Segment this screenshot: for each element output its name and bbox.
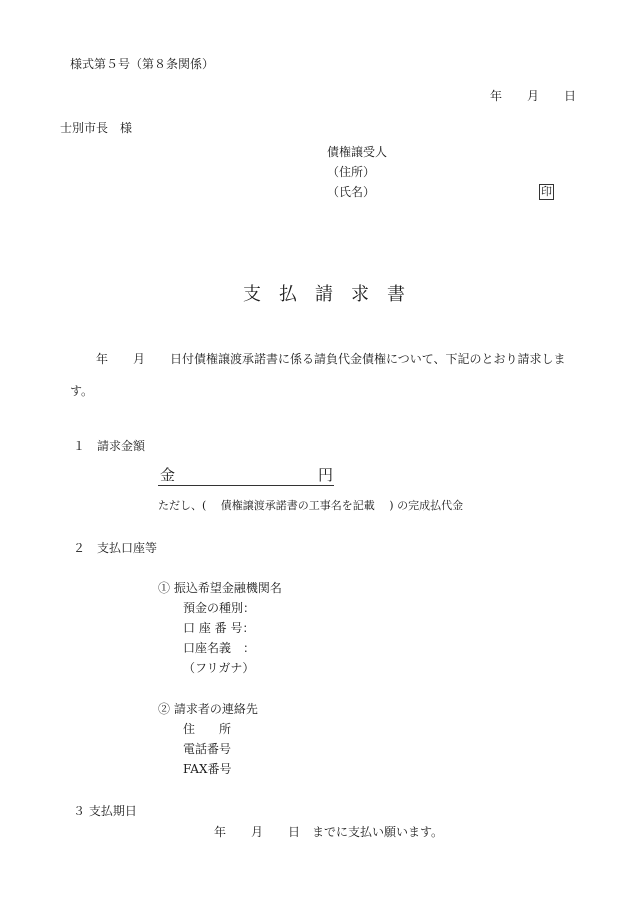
requester-label: 債権譲受人 — [327, 145, 388, 159]
form-number: 様式第５号（第８条関係） — [70, 57, 215, 71]
date-day-label: 日 — [564, 89, 577, 103]
contact-address-label: 住 所 — [183, 722, 232, 736]
date-year-label: 年 — [490, 89, 503, 103]
requester-name-label: （氏名） — [327, 185, 376, 199]
amount-underline — [158, 485, 334, 486]
bank-heading: ① 振込希望金融機関名 — [158, 581, 282, 595]
amount-kin: 金 — [160, 466, 176, 484]
deposit-type-label: 預金の種別： — [183, 601, 256, 615]
date-month-label: 月 — [527, 89, 540, 103]
contact-phone-label: 電話番号 — [183, 742, 232, 756]
due-year: 年 — [214, 825, 227, 839]
document-title: 支払請求書 — [243, 284, 423, 305]
section-2-heading: ２ 支払口座等 — [73, 541, 158, 555]
body-line-2: す。 — [70, 384, 94, 398]
contact-heading: ② 請求者の連絡先 — [158, 702, 258, 716]
amount-en: 円 — [318, 466, 334, 484]
contact-fax-label: FAX番号 — [183, 762, 232, 776]
requester-address-label: （住所） — [327, 165, 376, 179]
due-text: までに支払い願います。 — [312, 825, 444, 839]
section-3-heading: ３ 支払期日 — [73, 804, 137, 818]
furigana-label: （フリガナ） — [183, 661, 255, 675]
due-month: 月 — [251, 825, 264, 839]
body-month: 月 — [133, 352, 146, 366]
amount-note: ただし、( 債権譲渡承諾書の工事名を記載 ) の完成払代金 — [158, 499, 464, 512]
body-line-1: 日付債権譲渡承諾書に係る請負代金債権について、下記のとおり請求しま — [170, 352, 566, 366]
account-number-label: 口 座 番 号： — [183, 621, 255, 635]
account-name-label: 口座名義 ： — [183, 641, 256, 655]
seal-mark: 印 — [541, 185, 552, 198]
section-1-heading: １ 請求金額 — [73, 439, 146, 453]
addressee: 士別市長 様 — [60, 121, 133, 135]
body-year: 年 — [96, 352, 109, 366]
due-day: 日 — [288, 825, 301, 839]
